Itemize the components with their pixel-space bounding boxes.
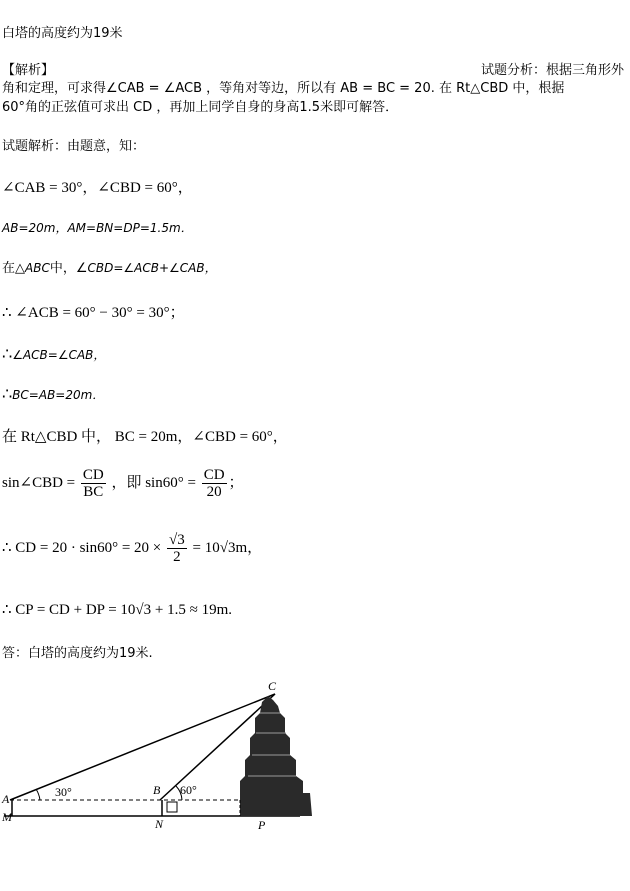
cd-right: = 10√3m， <box>192 539 263 556</box>
angle-arc-a <box>36 789 40 800</box>
therefore-symbol: ∴ <box>2 344 13 363</box>
step3-mid: 中，∠ <box>49 261 88 276</box>
analysis-right-head: 试题分析：根据三角形外 <box>480 63 624 78</box>
geometry-figure <box>0 676 630 846</box>
observer-b-body <box>167 802 177 812</box>
fraction-denominator: 20 <box>206 484 222 500</box>
line-ac <box>10 694 275 800</box>
sin-cbd-left: sin∠CBD = <box>2 474 76 491</box>
step-cd-value <box>2 532 262 565</box>
step5-text: ∠ACB=∠CAB， <box>12 348 106 362</box>
step-cp-value: ∴ CP = CD + DP = 10√3 + 1.5 ≈ 19m. <box>2 602 233 618</box>
label-a: A <box>2 792 10 806</box>
fraction-cd-20 <box>202 467 227 500</box>
step-angles: ∠CAB = 30°，∠CBD = 60°， <box>2 180 193 196</box>
step3-rest: CBD=∠ACB+∠CAB， <box>87 261 217 275</box>
label-n: N <box>155 817 164 831</box>
angle-label-60: 60° <box>180 783 197 797</box>
analysis-line-1: 角和定理，可求得∠CAB = ∠ACB ，等角对等边，所以有 AB = BC = 20. 在 Rt△CBD 中，根据 <box>2 81 565 96</box>
tower-image <box>240 696 312 816</box>
fraction-denominator: 2 <box>173 549 181 565</box>
solution-head: 试题解析：由题意，知： <box>2 139 146 154</box>
step-sine-ratio <box>2 467 244 500</box>
fraction-numerator: CD <box>203 467 225 483</box>
fraction-sqrt3-2 <box>167 532 187 565</box>
step-bc-ab <box>2 384 104 403</box>
step-rt-cbd: 在 Rt△CBD 中， BC = 20m，∠CBD = 60°， <box>2 429 288 445</box>
step3-prefix: 在△ <box>2 261 25 276</box>
step-acb-equal <box>2 344 105 363</box>
step-acb-value: ∴ ∠ACB = 60° − 30° = 30°； <box>2 305 185 321</box>
analysis-label: 【解析】 <box>2 63 55 78</box>
fraction-numerator: CD <box>82 467 104 483</box>
sin60-mid: ，即 sin60° = <box>111 474 196 491</box>
fraction-numerator: √3 <box>169 532 185 548</box>
step-triangle-abc <box>2 257 217 276</box>
answer: 答：白塔的高度约为19米. <box>2 646 153 661</box>
step3-abc: ABC <box>25 261 50 275</box>
title: 白塔的高度约为19米 <box>2 26 123 41</box>
angle-label-30: 30° <box>55 785 72 799</box>
label-m: M <box>2 810 12 824</box>
label-b: B <box>153 783 161 797</box>
therefore-symbol: ∴ <box>2 384 13 403</box>
fraction-denominator: BC <box>83 484 104 500</box>
step-lengths: AB=20m，AM=BN=DP=1.5m． <box>2 221 193 235</box>
cd-left: ∴ CD = 20 · sin60° = 20 × <box>2 539 162 556</box>
label-c: C <box>268 679 277 693</box>
step6-text: BC=AB=20m． <box>12 388 105 402</box>
analysis-line-2: 60°角的正弦值可求出 CD ，再加上同学自身的身高1.5米即可解答． <box>2 100 399 115</box>
fraction-cd-bc <box>81 467 106 500</box>
label-p: P <box>258 818 266 832</box>
step8-end: ； <box>228 474 244 491</box>
